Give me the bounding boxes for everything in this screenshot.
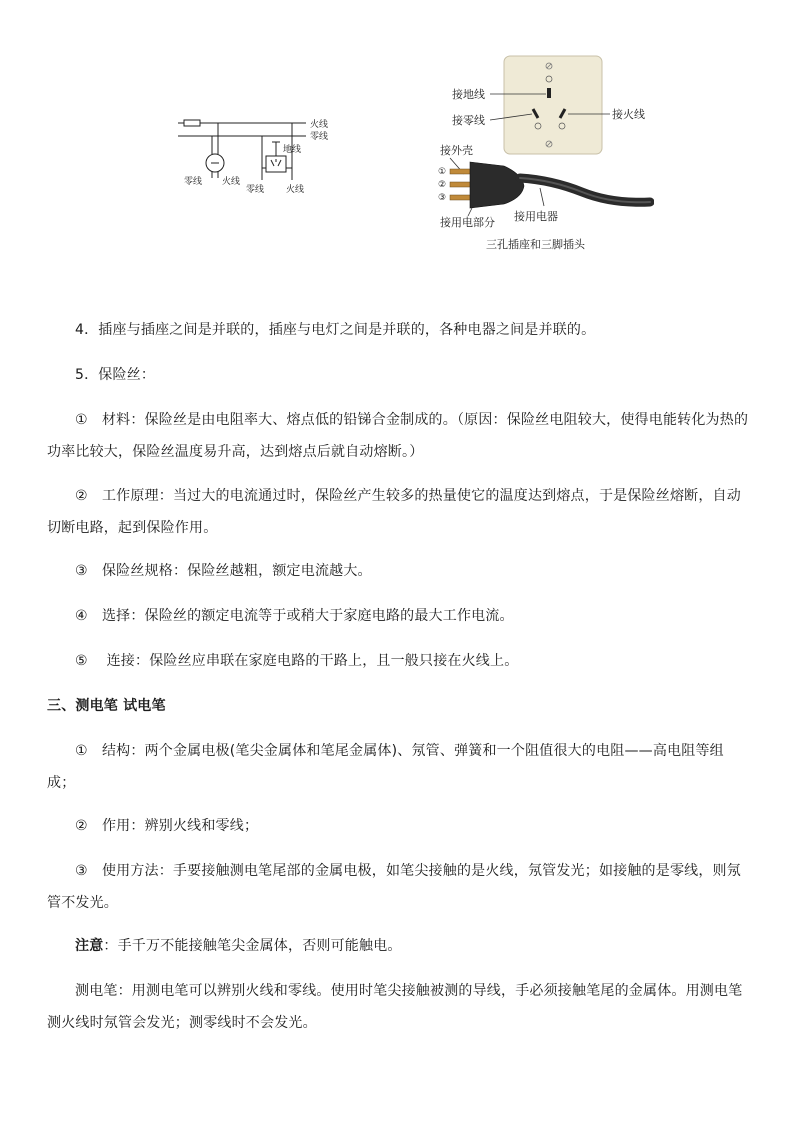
note-label: 注意 bbox=[75, 938, 104, 954]
circuit-earth-label: 地线 bbox=[283, 145, 302, 155]
fuse-symbol bbox=[184, 120, 200, 126]
socket-earth-label: 接地线 bbox=[452, 88, 485, 101]
circuit-live-label: 火线 bbox=[310, 120, 329, 130]
plug-shell-label: 接外壳 bbox=[440, 144, 473, 157]
circuit-bottom-live-2: 火线 bbox=[286, 185, 305, 195]
paragraph-fuse-selection: ④ 选择：保险丝的额定电流等于或稍大于家庭电路的最大工作电流。 bbox=[75, 608, 514, 624]
circuit-neutral-label: 零线 bbox=[310, 132, 329, 142]
pin-number-1: ① bbox=[438, 167, 447, 177]
plug-body bbox=[470, 162, 524, 208]
paragraph-fuse-spec: ③ 保险丝规格：保险丝越粗，额定电流越大。 bbox=[75, 563, 372, 579]
pin-number-3: ③ bbox=[438, 193, 447, 203]
circuit-bottom-neutral-1: 零线 bbox=[184, 177, 203, 187]
socket-symbol bbox=[266, 156, 286, 172]
socket-live-label: 接火线 bbox=[612, 108, 645, 121]
circuit-bottom-neutral-2: 零线 bbox=[246, 185, 265, 195]
paragraph-pen-summary: 测电笔：用测电笔可以辨别火线和零线。使用时笔尖接触被测的导线，手必须接触笔尾的金属体。用测电笔测火线时氖管会发光；测零线时不会发光。 bbox=[47, 983, 743, 1031]
paragraph-pen-function: ② 作用：辨别火线和零线； bbox=[75, 818, 259, 834]
section-heading-test-pen: 三、测电笔 试电笔 bbox=[47, 698, 166, 714]
paragraph-note bbox=[47, 930, 749, 962]
paragraph-socket-parallel: 4．插座与插座之间是并联的，插座与电灯之间是并联的，各种电器之间是并联的。 bbox=[75, 322, 596, 338]
paragraph-fuse-principle: ② 工作原理：当过大的电流通过时，保险丝产生较多的热量使它的温度达到熔点，于是保险丝熔断，自动切断电路，起到保险作用。 bbox=[47, 488, 741, 536]
socket-plate bbox=[504, 56, 602, 154]
plug-pin-3 bbox=[450, 195, 472, 200]
plug-appliance-label: 接用电器 bbox=[514, 210, 558, 223]
socket-figure-caption: 三孔插座和三脚插头 bbox=[486, 238, 585, 251]
paragraph-fuse-connection: ⑤ 连接：保险丝应串联在家庭电路的干路上，且一般只接在火线上。 bbox=[75, 653, 519, 669]
note-text: ：手千万不能接触笔尖金属体，否则可能触电。 bbox=[103, 938, 402, 954]
plug-part-label: 接用电部分 bbox=[440, 216, 495, 229]
pin-number-2: ② bbox=[438, 180, 447, 190]
earth-hole bbox=[547, 88, 551, 98]
plug-pin-2 bbox=[450, 182, 472, 187]
plug-pin-1 bbox=[450, 169, 472, 174]
paragraph-fuse-heading: 5．保险丝： bbox=[75, 367, 156, 383]
household-circuit-diagram bbox=[176, 108, 341, 200]
circuit-bottom-live-1: 火线 bbox=[222, 177, 241, 187]
paragraph-fuse-material: ① 材料：保险丝是由电阻率大、熔点低的铅锑合金制成的。（原因：保险丝电阻较大，使得电能转化为热的功率比较大，保险丝温度易升高，达到熔点后就自动熔断。） bbox=[47, 412, 749, 460]
paragraph-pen-usage: ③ 使用方法：手要接触测电笔尾部的金属电极，如笔尖接触的是火线，氖管发光；如接触的是零线，则氖管不发光。 bbox=[47, 863, 741, 911]
paragraph-pen-structure: ① 结构：两个金属电极(笔尖金属体和笔尾金属体)、氖管、弹簧和一个阻值很大的电阻——高电阻等组成； bbox=[47, 743, 724, 791]
three-pin-socket-plug-figure bbox=[432, 54, 654, 254]
socket-neutral-label: 接零线 bbox=[452, 114, 485, 127]
